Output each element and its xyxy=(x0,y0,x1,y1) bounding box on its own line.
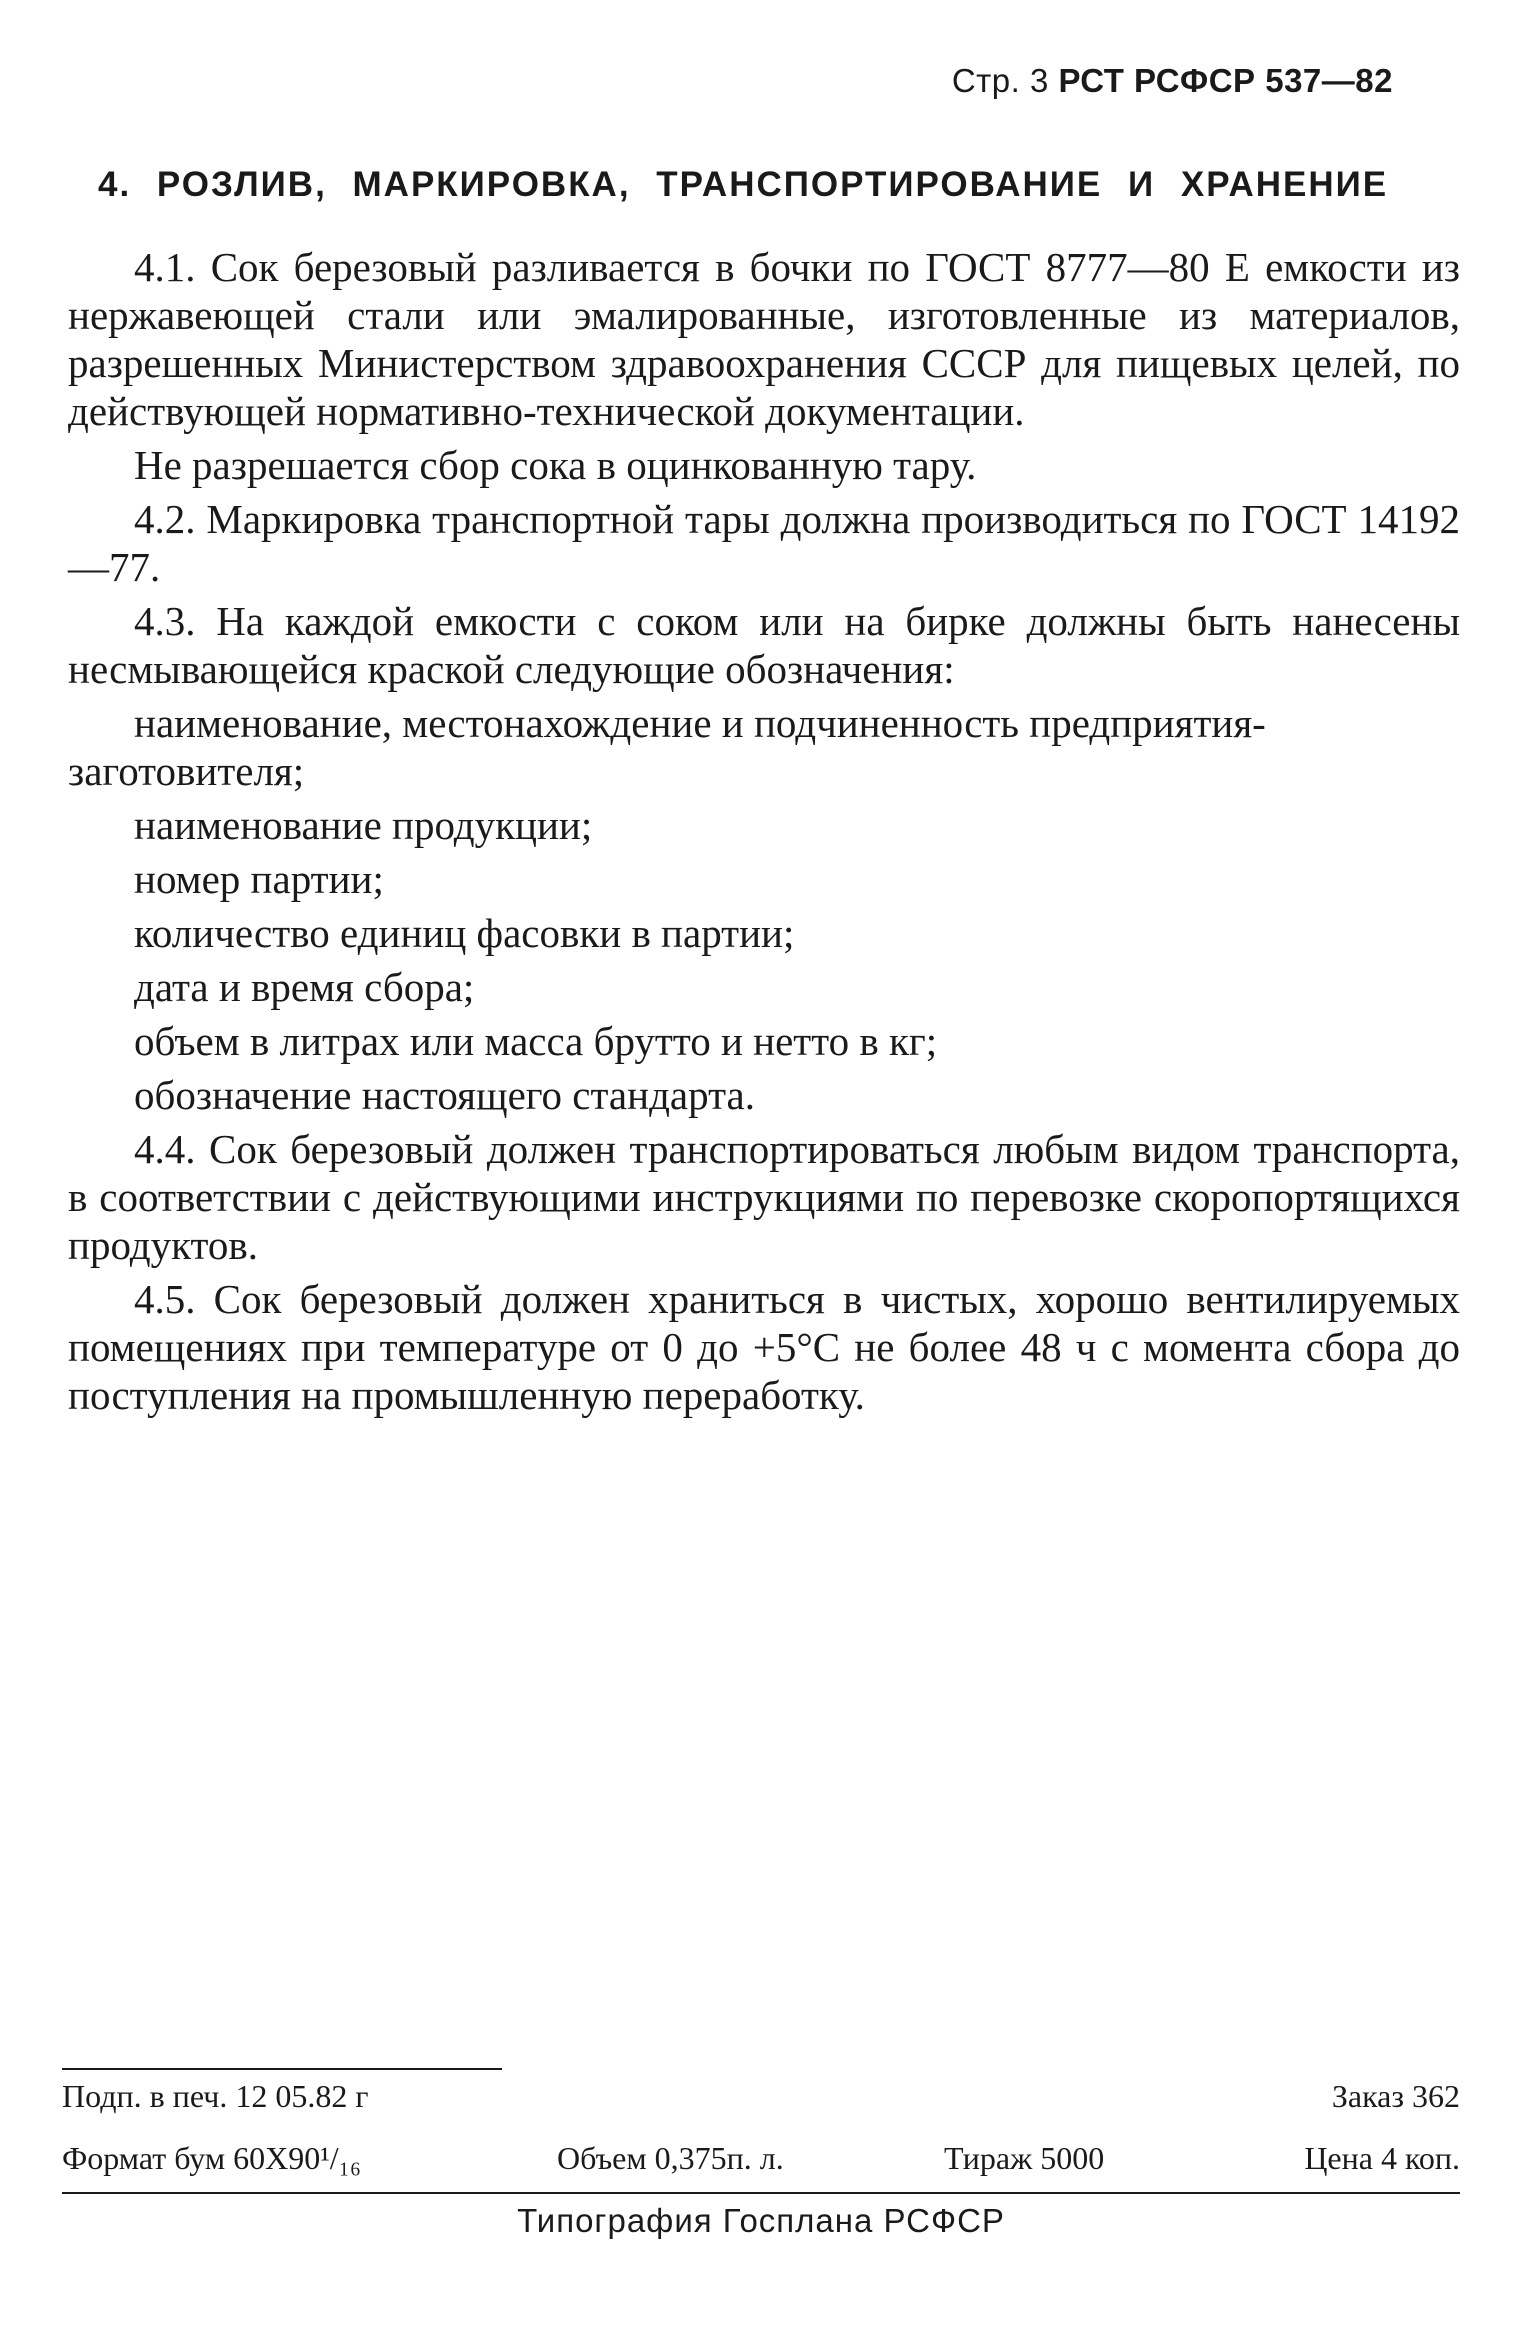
price: Цена 4 коп. xyxy=(1304,2140,1460,2176)
list-item: обозначение настоящего стандарта. xyxy=(134,1072,755,1118)
paragraph-4-2: 4.2. Маркировка транспортной тары должна производиться по ГОСТ 14192—77. xyxy=(68,496,1460,590)
running-header xyxy=(952,62,1393,100)
paper-format: Формат бум 60X90¹/₁₆ xyxy=(62,2140,361,2176)
paragraph-4-3: 4.3. На каждой емкости с соком или на бирке должны быть нанесены несмывающейся краской следующие обозначения: xyxy=(68,598,1460,692)
paragraph-4-4: 4.4. Сок березовый должен транспортироваться любым видом транспорта, в соответствии с действующими инструкциями по перевозке скоропортящихся продуктов. xyxy=(68,1126,1460,1268)
imprint-top-rule xyxy=(62,2068,502,2070)
list-item: количество единиц фасовки в партии; xyxy=(134,910,795,956)
list-item: объем в литрах или масса брутто и нетто в кг; xyxy=(134,1018,938,1064)
paragraph-4-1: 4.1. Сок березовый разливается в бочки по ГОСТ 8777—80 Е емкости из нержавеющей стали или эмалированные, изготовленные из материалов, разрешенных Министерством здравоохранения СССР для пищевых целей, по действующей нормативно-технической документации. xyxy=(68,244,1460,434)
paragraph-4-5: 4.5. Сок березовый должен храниться в чистых, хорошо вентилируемых помещениях при температуре от 0 до +5°С не более 48 ч с момента сбора до поступления на промышленную переработку. xyxy=(68,1276,1460,1418)
list-item: номер партии; xyxy=(134,856,384,902)
section-title: 4. РОЗЛИВ, МАРКИРОВКА, ТРАНСПОРТИРОВАНИЕ И ХРАНЕНИЕ xyxy=(98,165,1389,204)
page-reference: Стр. 3 xyxy=(951,62,1049,99)
list-item: наименование, местонахождение и подчиненность предприятия-заготовителя; xyxy=(68,700,1266,794)
marking-list xyxy=(68,699,1460,1119)
body-text xyxy=(68,243,1460,1425)
paragraph-4-1-note: Не разрешается сбор сока в оцинкованную тару. xyxy=(134,442,977,488)
standard-number: РСТ РСФСР 537—82 xyxy=(1058,62,1393,99)
list-item: дата и время сбора; xyxy=(134,964,475,1010)
signed-for-print: Подп. в печ. 12 05.82 г xyxy=(62,2078,369,2114)
list-item: наименование продукции; xyxy=(134,802,593,848)
print-volume: Объем 0,375п. л. xyxy=(557,2140,784,2176)
imprint-bottom-rule xyxy=(62,2192,1460,2194)
order-number: Заказ 362 xyxy=(1331,2078,1460,2114)
printing-house: Типография Госплана РСФСР xyxy=(517,2202,1005,2239)
circulation: Тираж 5000 xyxy=(944,2140,1105,2176)
